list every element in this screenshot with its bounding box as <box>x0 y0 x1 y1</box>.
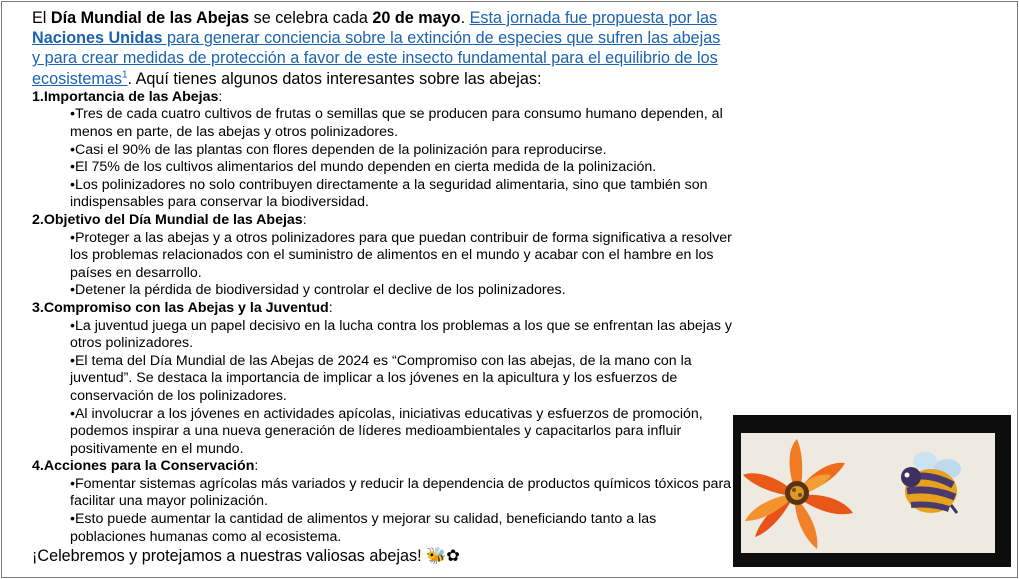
section-number: 2. <box>32 211 44 228</box>
picture-canvas <box>741 433 995 553</box>
link-text-2[interactable]: para generar conciencia sobre la extinción de especies que sufren las abejas y para crear medidas de protección a favor de este insecto fundamental para el equilibrio de los ecosistemas <box>32 29 721 88</box>
bullet-item: •Tres de cada cuatro cultivos de frutas o semillas que se producen para consumo humano dependen, al menos en parte, de las abejas y otros polinizadores. <box>70 106 723 140</box>
closing-text: ¡Celebremos y protejamos a nuestras valiosas abejas! <box>32 547 427 566</box>
section-number: 3. <box>32 299 44 316</box>
section-number: 4. <box>32 458 44 475</box>
bullet-item: •El 75% de los cultivos alimentarios del mundo dependen en cierta medida de la polinización. <box>70 159 657 176</box>
section-heading: 1.Importancia de las Abejas: <box>32 88 223 105</box>
bee-flower-picture <box>733 415 1011 567</box>
section-1 <box>32 89 732 212</box>
intro-suffix: . Aquí tienes algunos datos interesantes sobre las abejas: <box>127 69 542 88</box>
section-title: Importancia de las Abejas <box>43 88 219 105</box>
intro-after-date: . <box>460 9 470 27</box>
intro-day-name: Día Mundial de las Abejas <box>50 9 250 27</box>
section-heading: 3.Compromiso con las Abejas y la Juventud: <box>32 299 333 316</box>
section-heading: 2.Objetivo del Día Mundial de las Abejas: <box>32 211 307 228</box>
bee-flower-emoji-icon: 🐝✿ <box>426 547 460 566</box>
intro-date: 20 de mayo <box>372 9 461 27</box>
section-title: Objetivo del Día Mundial de las Abejas <box>43 211 303 228</box>
bullet-item: •Al involucrar a los jóvenes en actividades apícolas, iniciativas educativas y esfuerzos de promoción, podemos inspirar a una nueva generación de líderes medioambientales y capacitarlos para influir positivamente en el mundo. <box>70 405 703 457</box>
intro-paragraph <box>32 8 732 89</box>
intro-mid: se celebra cada <box>249 9 373 27</box>
section-4 <box>32 458 732 546</box>
closing-line <box>32 546 732 566</box>
section-2 <box>32 212 732 300</box>
section-number: 1. <box>32 88 44 105</box>
section-title: Acciones para la Conservación <box>43 458 255 475</box>
section-title: Compromiso con las Abejas y la Juventud <box>43 299 329 316</box>
link-text-1[interactable]: Esta jornada fue propuesta por las <box>469 9 718 27</box>
section-3 <box>32 300 732 458</box>
footnote-marker[interactable]: 1 <box>121 69 128 81</box>
document-body <box>32 8 732 566</box>
bee-icon <box>901 452 961 513</box>
bullet-item: •El tema del Día Mundial de las Abejas de 2024 es “Compromiso con las abejas, de la mano con la juventud”. Se destaca la importancia de implicar a los jóvenes en la apicultura y los esfuerzos de conservación de los polinizadores. <box>70 352 692 404</box>
intro-prefix: El <box>32 9 51 27</box>
bullet-item: •La juventud juega un papel decisivo en la lucha contra los problemas a los que se enfrentan las abejas y otros polinizadores. <box>70 317 732 352</box>
bullet-item: •Esto puede aumentar la cantidad de alimentos y mejorar su calidad, beneficiando tanto a las poblaciones humanas como al ecosistema. <box>70 511 657 545</box>
section-heading: 4.Acciones para la Conservación: <box>32 458 259 475</box>
bullet-item: •Fomentar sistemas agrícolas más variados y reducir la dependencia de productos químicos tóxicos para facilitar una mayor polinización. <box>70 475 732 510</box>
bullet-item: •Casi el 90% de las plantas con flores dependen de la polinización para reproducirse. <box>70 141 607 158</box>
bullet-item: •Detener la pérdida de biodiversidad y controlar el declive de los polinizadores. <box>70 282 566 299</box>
bee-flower-illustration <box>741 433 995 553</box>
bullet-item: •Proteger a las abejas y a otros polinizadores para que puedan contribuir de forma significativa a resolver los problemas relacionados con el suministro de alimentos en el mundo y acabar con el hambre en los países en desarrollo. <box>70 229 732 281</box>
link-text-bold[interactable]: Naciones Unidas <box>32 29 163 48</box>
sections-list <box>32 89 732 546</box>
flower-icon <box>743 439 853 549</box>
bullet-item: •Los polinizadores no solo contribuyen directamente a la seguridad alimentaria, sino que también son indispensables para conservar la biodiversidad. <box>70 176 708 211</box>
